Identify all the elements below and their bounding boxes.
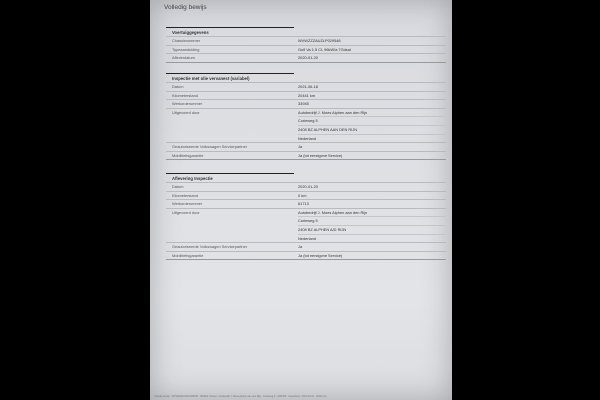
row-label: Mobiliteitsgarantie — [172, 253, 204, 259]
row-label: Datum — [172, 184, 184, 190]
document-page — [150, 0, 452, 400]
row-value-line: 2408 BZ ALPHEN AAN DEN RIJN — [298, 126, 446, 135]
row-value-line: Nederland — [298, 235, 316, 241]
table-row — [166, 45, 446, 54]
row-value-line: Autobedrijf J. Moes Alphen aan den Rijn — [298, 109, 446, 118]
row-label: Geautoriseerde Volkswagen Servicepartner — [172, 244, 248, 250]
row-value — [298, 243, 446, 251]
section-inspection-recent — [166, 73, 446, 160]
row-value — [298, 143, 446, 151]
row-value — [298, 83, 446, 91]
table-row — [166, 251, 446, 260]
row-value-line: 61713 — [298, 201, 309, 207]
table-row — [166, 151, 446, 160]
row-value — [298, 92, 446, 100]
row-label: Kilometerstand — [172, 192, 198, 198]
row-value-line: Curieweg 5 — [298, 217, 446, 226]
row-value-line: 0 km — [298, 192, 307, 198]
row-value — [298, 192, 446, 200]
table-row — [166, 242, 446, 251]
row-label: Werkorderummer — [172, 201, 203, 207]
row-value — [298, 252, 446, 260]
row-value-line: Ja (tot eerstgvne Service) — [298, 152, 343, 158]
row-label: Geautoriseerde Volkswagen Servicepartner — [172, 144, 248, 150]
table-row — [166, 208, 446, 242]
section-heading: Inspectie met olie vervanest (variabel) — [172, 76, 250, 81]
section-inspection-delivery — [166, 173, 446, 260]
row-value-line: Nederland — [298, 135, 316, 141]
row-value — [298, 152, 446, 160]
row-label: Uitgevoerd door — [172, 110, 200, 116]
row-label: Typeaanduiding — [172, 46, 200, 52]
page-footer: Volledig bewijs · WVWZZZAUZLP029548 · 96kW/a 7Gdsal · Autobedrijf J. Moes Alphen aan den Rijn · Curieweg 5 · 2408 BZ · Nederland · 2021-06-18 · 20441 km — [154, 395, 327, 398]
row-value: WVWZZZAUZLP029548 — [298, 38, 341, 44]
row-label: Werkorderummer — [172, 101, 203, 107]
table-row — [166, 82, 446, 91]
table-row — [166, 191, 446, 200]
row-value-line: 2020-01-20 — [298, 184, 318, 189]
row-label: Kilometerstand — [172, 92, 198, 98]
row-value-line: Ja — [298, 244, 303, 250]
row-value-line: Ja (tot eerstgvne Service) — [298, 252, 343, 258]
row-label: Afleverdatum — [172, 55, 195, 61]
row-label: Mobiliteitsgarantie — [172, 153, 204, 159]
row-value-line: Curieweg 5 — [298, 117, 446, 126]
row-value — [298, 183, 446, 191]
section-heading: Aflevering Inspectie — [172, 176, 213, 181]
row-value-line: 2408 BZ ALPHEN A/D RIJN — [298, 226, 446, 235]
table-row — [166, 142, 446, 151]
row-value — [298, 209, 446, 242]
row-value — [298, 109, 446, 142]
row-value-line: Autobedrijf J. Moes Alphen aan den Rijn — [298, 209, 446, 218]
table-row — [166, 99, 446, 108]
row-label: Datum — [172, 84, 184, 90]
table-row — [166, 199, 446, 208]
table-row — [166, 182, 446, 191]
row-value-line: 2021-06-18 — [298, 84, 318, 89]
section-vehicle — [166, 27, 446, 63]
table-row — [166, 53, 446, 62]
row-value: Golf Va 1.5 CL 96kW/a 7Gdsal — [298, 46, 351, 52]
inspection-recent-rows — [166, 82, 446, 159]
document-title: Volledig bewijs — [164, 4, 207, 11]
row-value-line: 20441 km — [298, 92, 316, 98]
row-label: Uitgevoerd door — [172, 210, 200, 216]
row-value — [298, 100, 446, 108]
section-divider — [166, 62, 446, 63]
row-value — [298, 200, 446, 208]
inspection-delivery-rows — [166, 182, 446, 259]
row-value: 2020-01-20 — [298, 55, 318, 61]
section-divider — [166, 159, 446, 160]
row-value-line: Ja — [298, 144, 303, 150]
section-heading: Voertuiggegevens — [172, 30, 209, 35]
table-row — [166, 36, 446, 45]
vehicle-rows — [166, 36, 446, 62]
table-row — [166, 108, 446, 142]
section-divider — [166, 259, 446, 260]
table-row — [166, 91, 446, 100]
row-value-line: 33945 — [298, 101, 309, 107]
row-label: Chassisnummer — [172, 38, 201, 44]
